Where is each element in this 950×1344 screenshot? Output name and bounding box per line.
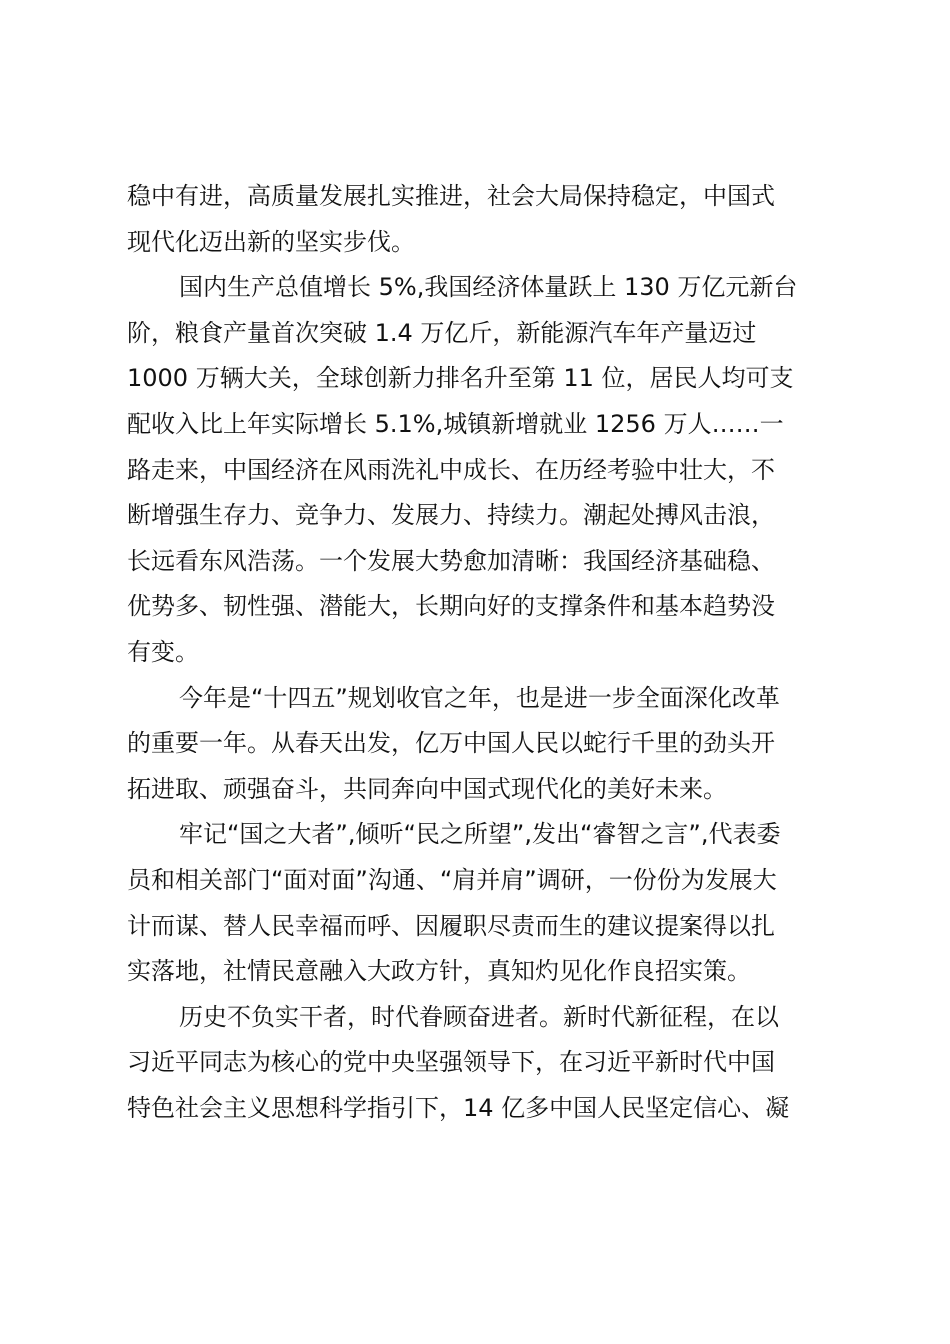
text-line: 员和相关部门“面对面”沟通、“肩并肩”调研，一份份为发展大	[127, 865, 777, 894]
text-line: 断增强生存力、竞争力、发展力、持续力。潮起处搏风击浪，	[127, 501, 775, 530]
text-line: 实落地，社情民意融入大政方针，真知灼见化作良招实策。	[127, 957, 751, 986]
body-text	[127, 174, 827, 1131]
text-line: 阶，粮食产量首次突破 1.4 万亿斤，新能源汽车年产量迈过	[127, 318, 757, 347]
text-line: 的重要一年。从春天出发，亿万中国人民以蛇行千里的劲头开	[127, 729, 775, 758]
text-line: 路走来，中国经济在风雨洗礼中成长、在历经考验中壮大，不	[127, 455, 775, 484]
text-line: 拓进取、顽强奋斗，共同奔向中国式现代化的美好未来。	[127, 774, 727, 803]
text-line: 历史不负实干者，时代眷顾奋进者。新时代新征程，在以	[179, 1002, 779, 1031]
text-line: 今年是“十四五”规划收官之年，也是进一步全面深化改革	[179, 683, 780, 712]
text-line: 长远看东风浩荡。一个发展大势愈加清晰：我国经济基础稳、	[127, 546, 775, 575]
text-line: 牢记“国之大者”,倾听“民之所望”,发出“睿智之言”,代表委	[179, 820, 781, 849]
text-line: 习近平同志为核心的党中央坚强领导下，在习近平新时代中国	[127, 1048, 775, 1077]
text-line: 有变。	[127, 637, 199, 666]
text-line: 配收入比上年实际增长 5.1%,城镇新增就业 1256 万人……一	[127, 409, 784, 438]
text-line: 1000 万辆大关，全球创新力排名升至第 11 位，居民人均可支	[127, 364, 794, 393]
text-line: 现代化迈出新的坚实步伐。	[127, 227, 415, 256]
text-line: 优势多、韧性强、潜能大，长期向好的支撑条件和基本趋势没	[127, 592, 775, 621]
text-line: 特色社会主义思想科学指引下，14 亿多中国人民坚定信心、凝	[127, 1093, 790, 1122]
text-line: 计而谋、替人民幸福而呼、因履职尽责而生的建议提案得以扎	[127, 911, 775, 940]
text-line: 稳中有进，高质量发展扎实推进，社会大局保持稳定，中国式	[127, 182, 775, 210]
text-line: 国内生产总值增长 5%,我国经济体量跃上 130 万亿元新台	[179, 273, 798, 302]
